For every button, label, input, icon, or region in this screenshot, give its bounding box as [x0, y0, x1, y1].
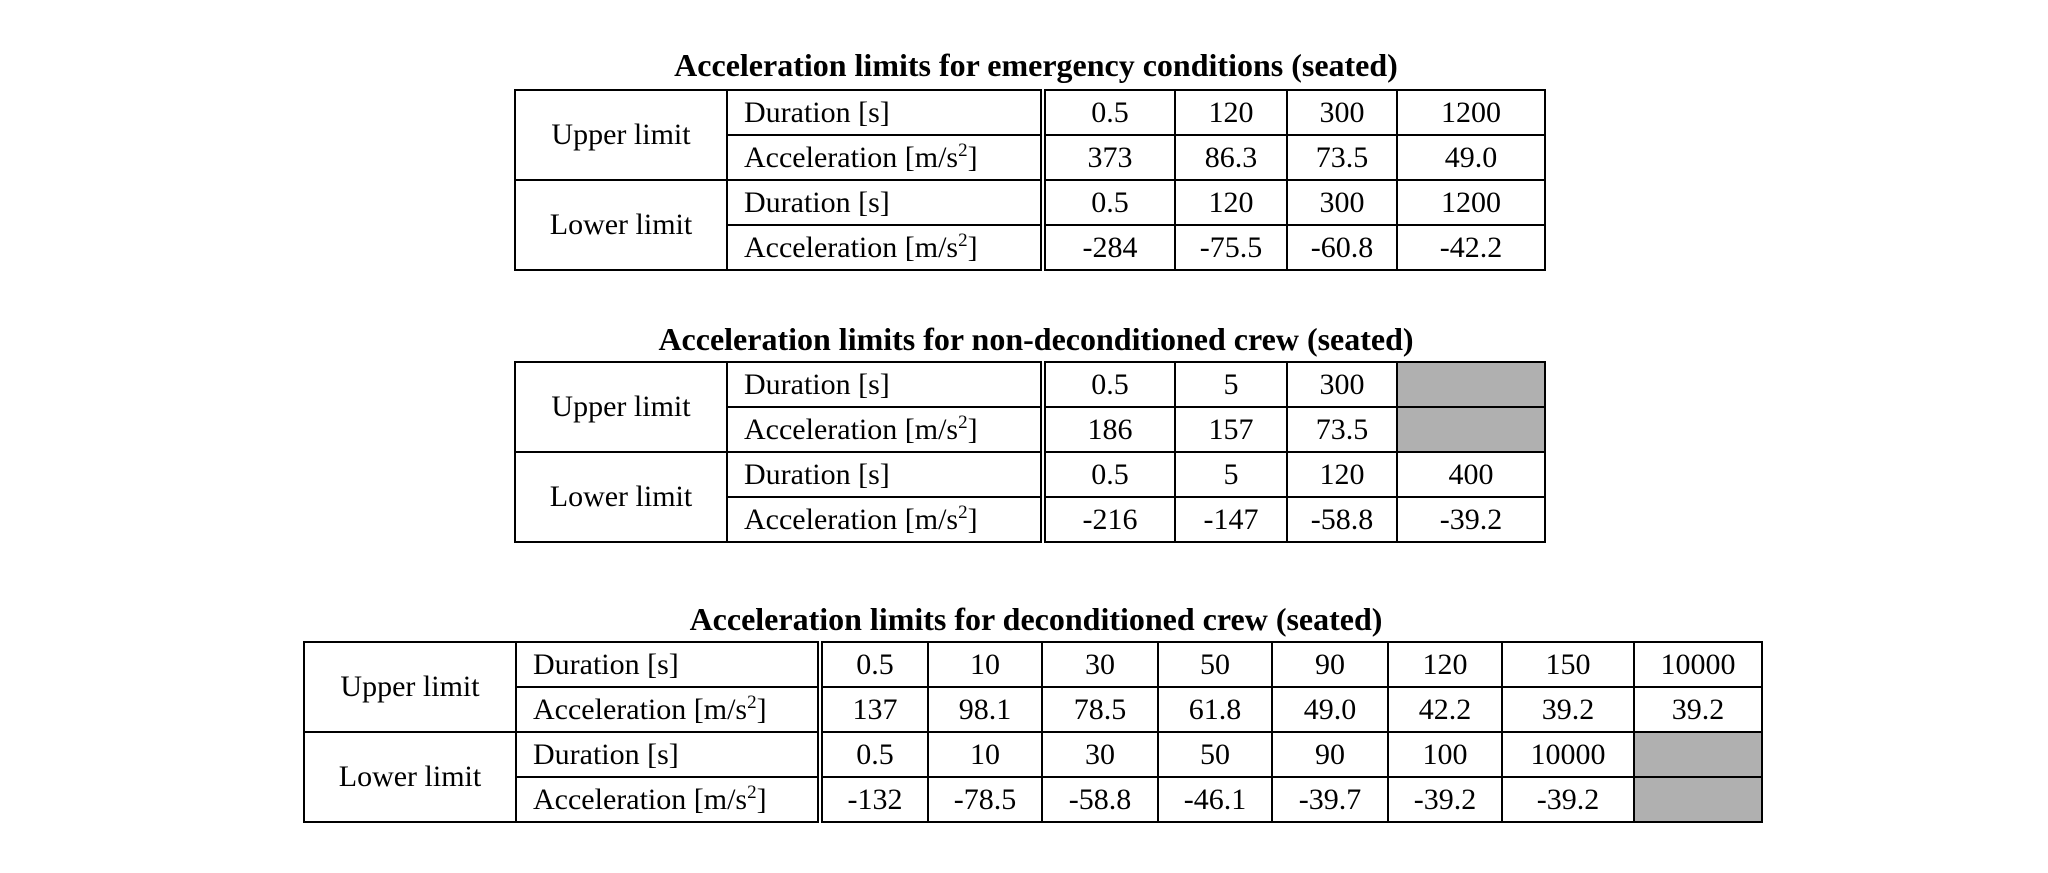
table-row [304, 687, 1762, 732]
cell: 90 [1272, 732, 1388, 777]
cell: 5 [1175, 452, 1287, 497]
acceleration-label: Acceleration $[m/s^2]$ [727, 135, 1043, 180]
cell: -39.2 [1388, 777, 1502, 822]
cell: -39.2 [1502, 777, 1634, 822]
table-row [515, 90, 1545, 135]
cell: 73.5 [1287, 407, 1397, 452]
cell: 49.0 [1272, 687, 1388, 732]
acceleration-label: Acceleration $[m/s^2]$ [516, 777, 820, 822]
table-row [515, 452, 1545, 497]
cell: 1200 [1397, 180, 1545, 225]
cell: 120 [1287, 452, 1397, 497]
acceleration-label: Acceleration $[m/s^2]$ [727, 225, 1043, 270]
cell: 39.2 [1634, 687, 1762, 732]
cell: -216 [1043, 497, 1175, 542]
cell: 10 [928, 642, 1042, 687]
cell: 137 [820, 687, 928, 732]
upper-limit-label: Upper limit [304, 642, 516, 732]
cell: 73.5 [1287, 135, 1397, 180]
upper-limit-label: Upper limit [515, 362, 727, 452]
cell: 98.1 [928, 687, 1042, 732]
cell: 157 [1175, 407, 1287, 452]
cell: 0.5 [820, 732, 928, 777]
cell: 0.5 [1043, 180, 1175, 225]
empty-cell [1634, 732, 1762, 777]
cell: 0.5 [820, 642, 928, 687]
cell: 186 [1043, 407, 1175, 452]
empty-cell [1397, 362, 1545, 407]
cell: 1200 [1397, 90, 1545, 135]
cell: -60.8 [1287, 225, 1397, 270]
cell: 10 [928, 732, 1042, 777]
cell: -58.8 [1287, 497, 1397, 542]
cell: 5 [1175, 362, 1287, 407]
deconditioned-crew-table [303, 641, 1763, 823]
cell: -284 [1043, 225, 1175, 270]
emergency-conditions-table [514, 89, 1546, 271]
table-row [515, 362, 1545, 407]
lower-limit-label: Lower limit [304, 732, 516, 822]
cell: 49.0 [1397, 135, 1545, 180]
cell: 86.3 [1175, 135, 1287, 180]
table-row [304, 732, 1762, 777]
lower-limit-label: Lower limit [515, 452, 727, 542]
cell: -78.5 [928, 777, 1042, 822]
cell: 300 [1287, 180, 1397, 225]
duration-label: Duration [s] [516, 642, 820, 687]
cell: 78.5 [1042, 687, 1158, 732]
duration-label: Duration [s] [516, 732, 820, 777]
table-row [304, 642, 1762, 687]
cell: 373 [1043, 135, 1175, 180]
cell: -58.8 [1042, 777, 1158, 822]
cell: -46.1 [1158, 777, 1272, 822]
cell: 30 [1042, 732, 1158, 777]
lower-limit-label: Lower limit [515, 180, 727, 270]
cell: 42.2 [1388, 687, 1502, 732]
cell: 0.5 [1043, 90, 1175, 135]
cell: 120 [1175, 180, 1287, 225]
cell: 30 [1042, 642, 1158, 687]
cell: -42.2 [1397, 225, 1545, 270]
acceleration-label: Acceleration $[m/s^2]$ [727, 497, 1043, 542]
cell: 0.5 [1043, 362, 1175, 407]
table-title: Acceleration limits for non-deconditioned crew (seated) [658, 321, 1414, 357]
acceleration-label: Acceleration $[m/s^2]$ [727, 407, 1043, 452]
cell: 300 [1287, 90, 1397, 135]
cell: 400 [1397, 452, 1545, 497]
cell: 39.2 [1502, 687, 1634, 732]
empty-cell [1634, 777, 1762, 822]
duration-label: Duration [s] [727, 362, 1043, 407]
cell: 10000 [1634, 642, 1762, 687]
acceleration-label: Acceleration $[m/s^2]$ [516, 687, 820, 732]
cell: 0.5 [1043, 452, 1175, 497]
cell: 100 [1388, 732, 1502, 777]
non-deconditioned-crew-table [514, 361, 1546, 543]
cell: 50 [1158, 732, 1272, 777]
cell: 10000 [1502, 732, 1634, 777]
cell: 120 [1175, 90, 1287, 135]
duration-label: Duration [s] [727, 180, 1043, 225]
cell: -75.5 [1175, 225, 1287, 270]
cell: -132 [820, 777, 928, 822]
table-row [304, 777, 1762, 822]
cell: -147 [1175, 497, 1287, 542]
table-title: Acceleration limits for emergency conditions (seated) [674, 47, 1398, 83]
cell: 50 [1158, 642, 1272, 687]
empty-cell [1397, 407, 1545, 452]
cell: -39.2 [1397, 497, 1545, 542]
cell: -39.7 [1272, 777, 1388, 822]
duration-label: Duration [s] [727, 452, 1043, 497]
table-title: Acceleration limits for deconditioned crew (seated) [689, 601, 1383, 637]
cell: 90 [1272, 642, 1388, 687]
cell: 150 [1502, 642, 1634, 687]
cell: 61.8 [1158, 687, 1272, 732]
upper-limit-label: Upper limit [515, 90, 727, 180]
duration-label: Duration [s] [727, 90, 1043, 135]
table-row [515, 180, 1545, 225]
cell: 120 [1388, 642, 1502, 687]
cell: 300 [1287, 362, 1397, 407]
